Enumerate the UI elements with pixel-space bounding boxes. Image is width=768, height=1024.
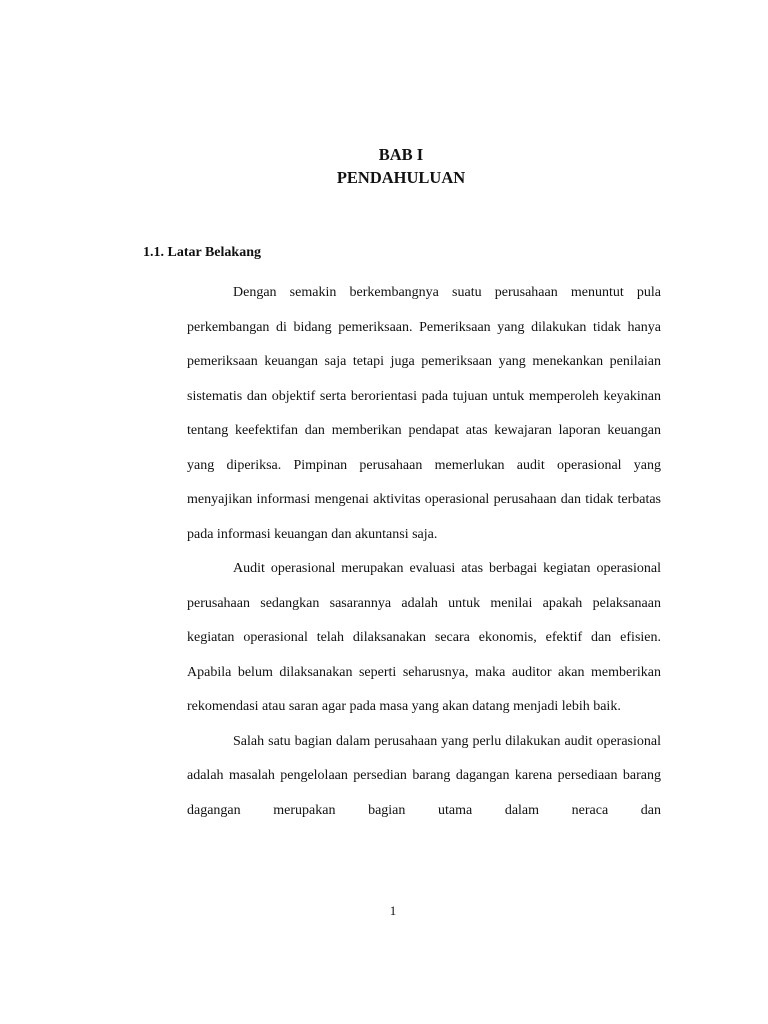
paragraph-2: Audit operasional merupakan evaluasi atas berbagai kegiatan operasional perusahaan sedangkan sasarannya adalah untuk menilai apakah pelaksanaan kegiatan operasional telah dilaksanakan secara ekonomis, efektif dan efisien. Apabila belum dilaksanakan seperti seharusnya, maka auditor akan memberikan rekomendasi atau saran agar pada masa yang akan datang menjadi lebih baik. <box>187 561 661 714</box>
body-text <box>187 276 661 828</box>
paragraph-3: Salah satu bagian dalam perusahaan yang perlu dilakukan audit operasional adalah masalah pengelolaan persedian barang dagangan karena persediaan barang dagangan merupakan bagian utama dalam neraca dan <box>187 733 661 818</box>
chapter-heading <box>0 143 768 189</box>
paragraph-1: Dengan semakin berkembangnya suatu perusahaan menuntut pula perkembangan di bidang pemeriksaan. Pemeriksaan yang dilakukan tidak hanya pemeriksaan keuangan saja tetapi juga pemeriksaan yang menekankan penilaian sistematis dan objektif serta berorientasi pada tujuan untuk memperoleh keyakinan tentang keefektifan dan memberikan pendapat atas kewajaran laporan keuangan yang diperiksa. Pimpinan perusahaan memerlukan audit operasional yang menyajikan informasi mengenai aktivitas operasional perusahaan dan tidak terbatas pada informasi keuangan dan akuntansi saja. <box>187 285 661 542</box>
chapter-number: BAB I <box>378 145 424 164</box>
section-heading: 1.1. Latar Belakang <box>143 245 261 260</box>
page-number: 1 <box>389 903 397 918</box>
chapter-title: PENDAHULUAN <box>336 168 466 187</box>
